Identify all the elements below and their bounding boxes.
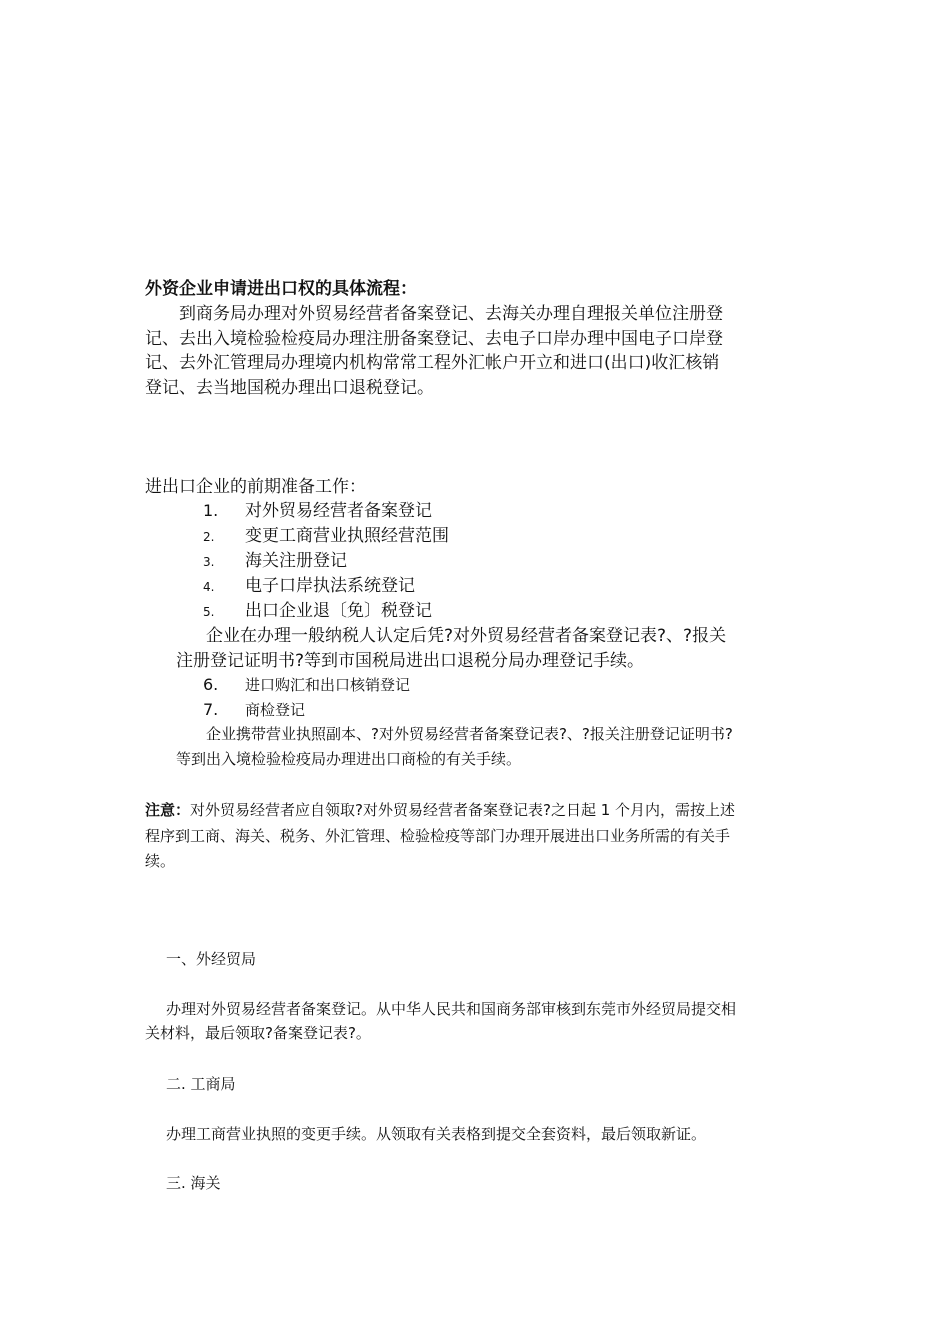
section-1-line-1: 办理对外贸易经营者备案登记。从中华人民共和国商务部审核到东莞市外经贸局提交相 — [166, 1000, 737, 1018]
note-label: 注意： — [145, 801, 191, 819]
intro-line-4: 登记、去当地国税办理出口退税登记。 — [145, 377, 434, 398]
item-7-detail-line-2: 等到出入境检验检疫局办理进出口商检的有关手续。 — [176, 749, 522, 768]
list-number: 1. — [203, 501, 219, 520]
list-number: 4. — [203, 580, 215, 594]
list-number: 7. — [203, 700, 219, 719]
list-text: 变更工商营业执照经营范围 — [245, 526, 449, 546]
item-7-detail-line-1: 企业携带营业执照副本、?对外贸易经营者备案登记表?、?报关注册登记证明书? — [206, 725, 733, 743]
list-item-4 — [203, 575, 415, 598]
item-7-detail — [176, 722, 733, 771]
item-5-detail-line-1: 企业在办理一般纳税人认定后凭?对外贸易经营者备案登记表?、?报关 — [206, 626, 727, 646]
list-text: 对外贸易经营者备案登记 — [245, 501, 432, 521]
doc-title: 外资企业申请进出口权的具体流程： — [145, 279, 417, 299]
list-item-7 — [203, 699, 305, 721]
item-5-detail — [176, 624, 726, 673]
section-1-line-2: 关材料，最后领取?备案登记表?。 — [145, 1024, 371, 1042]
intro-line-3: 记、去外汇管理局办理境内机构常常工程外汇帐户开立和进口(出口)收汇核销 — [145, 353, 720, 373]
intro-line-2: 记、去出入境检验检疫局办理注册备案登记、去电子口岸办理中国电子口岸登 — [145, 328, 723, 349]
list-number: 2. — [203, 530, 215, 544]
intro-paragraph — [145, 302, 723, 400]
section-1-heading: 一、外经贸局 — [166, 950, 257, 968]
section-2-body: 办理工商营业执照的变更手续。从领取有关表格到提交全套资料，最后领取新证。 — [166, 1125, 707, 1143]
list-number: 5. — [203, 605, 215, 619]
item-5-detail-line-2: 注册登记证明书?等到市国税局进出口退税分局办理登记手续。 — [176, 650, 645, 671]
list-text: 商检登记 — [245, 701, 306, 719]
note-paragraph — [145, 798, 735, 875]
list-item-1 — [203, 500, 432, 522]
list-item-3 — [203, 550, 347, 573]
intro-line-1: 到商务局办理对外贸易经营者备案登记、去海关办理自理报关单位注册登 — [179, 304, 723, 324]
note-line-1-text: 对外贸易经营者应自领取?对外贸易经营者备案登记表?之日起 1 个月内，需按上述 — [190, 801, 736, 819]
note-line-1 — [145, 798, 735, 824]
prep-heading: 进出口企业的前期准备工作： — [145, 477, 366, 497]
list-text: 出口企业退〔免〕税登记 — [245, 601, 432, 621]
list-item-2 — [203, 525, 449, 548]
note-line-3: 续。 — [145, 852, 176, 870]
list-number: 3. — [203, 555, 215, 569]
section-2-heading: 二. 工商局 — [166, 1075, 236, 1093]
list-text: 海关注册登记 — [245, 551, 347, 571]
note-line-2: 程序到工商、海关、税务、外汇管理、检验检疫等部门办理开展进出口业务所需的有关手 — [145, 826, 731, 845]
list-text: 电子口岸执法系统登记 — [245, 576, 415, 596]
section-3-heading: 三. 海关 — [166, 1174, 221, 1192]
list-number: 6. — [203, 675, 219, 694]
list-item-5 — [203, 600, 432, 623]
list-item-6 — [203, 674, 410, 696]
list-text: 进口购汇和出口核销登记 — [245, 676, 411, 694]
